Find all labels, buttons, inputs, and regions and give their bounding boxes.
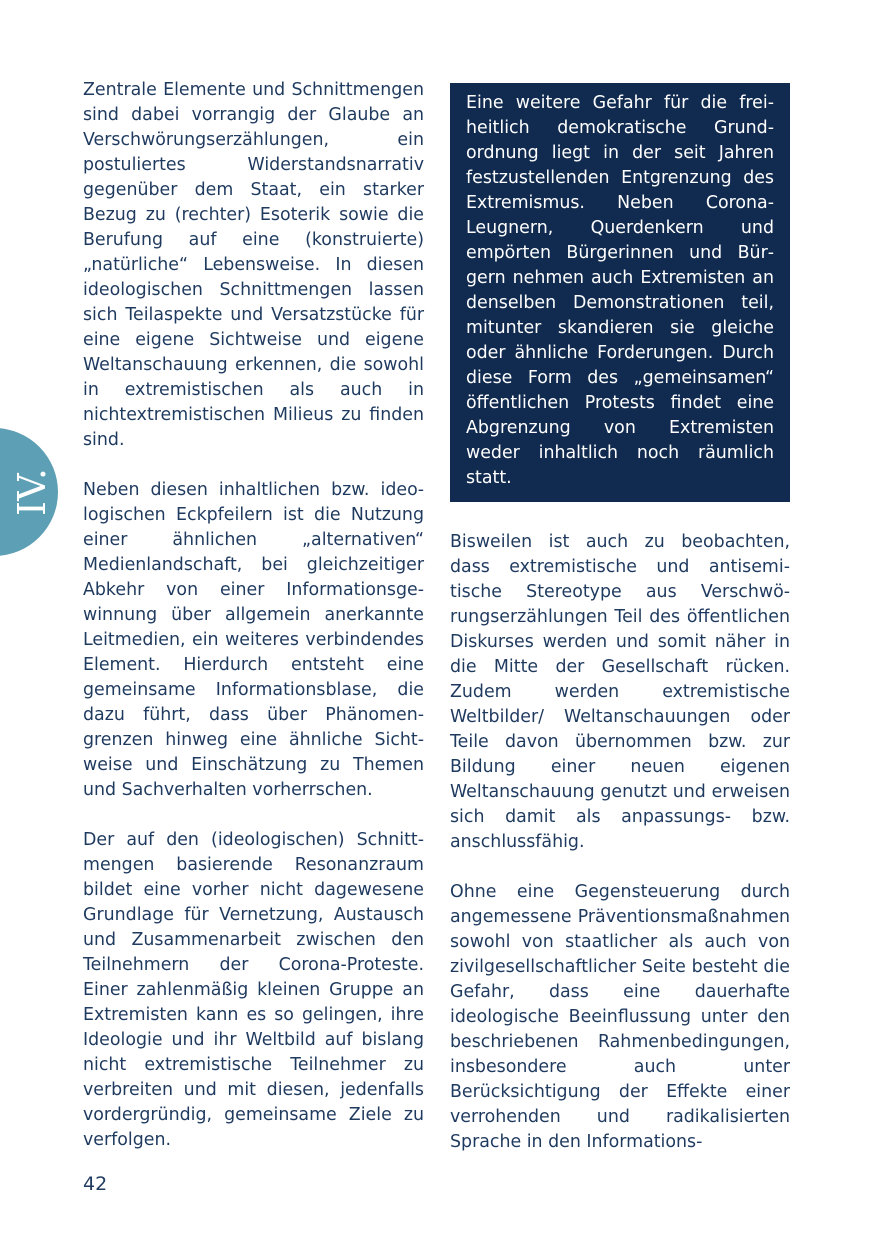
paragraph: Zentrale Elemente und Schnittmengen sind dabei vorrangig der Glaube an Verschwörungserzählungen, ein postuliertes Widerstandsnarrativ gegenüber dem Staat, ein starker Bezug zu (rechter) Esoterik sowie die Berufung auf eine (konstruierte) „natürliche“ Lebensweise. In diesen ideologischen Schnittmengen lassen sich Teilaspekte und Versatzstücke für eine eigene Sichtweise und eigene Weltanschauung erkennen, die sowohl in extremistischen als auch in nichtextremistischen Milieus zu finden sind. <box>83 80 424 450</box>
paragraph: Bisweilen ist auch zu beobachten, dass extremistische und antisemitische Stereotype aus Verschwörungserzählungen Teil des öffentlichen Diskurses werden und somit näher in die Mitte der Gesellschaft rücken. Zudem werden extremistische Weltbilder/ Weltanschauungen oder Teile davon übernommen bzw. zur Bildung einer neuen eigenen Weltanschauung genutzt und erweisen sich damit als anpassungs- bzw. anschlussfähig. <box>450 532 790 852</box>
right-column <box>450 530 790 1180</box>
section-tab-label: IV. <box>10 468 54 516</box>
paragraph: Neben diesen inhaltlichen bzw. ideologischen Eckpfeilern ist die Nutzung einer ähnlichen „alternativen“ Medienlandschaft, bei gleichzeitiger Abkehr von einer Informationsgewinnung über allgemein anerkannte Leitmedien, ein weiteres verbindendes Element. Hierdurch entsteht eine gemeinsame Informationsblase, die dazu führt, dass über Phänomengrenzen hinweg eine ähnliche Sichtweise und Einschätzung zu Themen und Sachverhalten vorherrschen. <box>83 480 424 800</box>
highlight-box <box>450 83 790 502</box>
highlight-box-text: Eine weitere Gefahr für die freiheitlich demokratische Grundordnung liegt in der seit Jahren festzustellenden Entgrenzung des Extremismus. Neben Corona-Leugnern, Querdenkern und empörten Bürgerinnen und Bürgern nehmen auch Extremisten an denselben Demonstrationen teil, mitunter skandieren sie gleiche oder ähnliche Forderungen. Durch diese Form des „gemeinsamen“ öffentlichen Protests findet eine Abgrenzung von Extremisten weder inhaltlich noch räumlich statt. <box>466 93 774 488</box>
paragraph: Ohne eine Gegensteuerung durch angemessene Präventionsmaßnahmen sowohl von staatlicher als auch von zivilgesellschaftlicher Seite besteht die Gefahr, dass eine dauerhafte ideologische Beeinflussung unter den beschriebenen Rahmenbedingungen, insbesondere auch unter Berücksichtigung der Effekte einer verrohenden und radikalisierten Sprache in den Informations- <box>450 882 790 1152</box>
page-number: 42 <box>83 1173 108 1195</box>
left-column <box>83 78 424 1178</box>
paragraph: Der auf den (ideologischen) Schnittmengen basierende Resonanzraum bildet eine vorher nicht dagewesene Grundlage für Vernetzung, Austausch und Zusammenarbeit zwischen den Teilnehmern der Corona-Proteste. Einer zahlenmäßig kleinen Gruppe an Extremisten kann es so gelingen, ihre Ideologie und ihr Weltbild auf bislang nicht extremistische Teilnehmer zu verbreiten und mit diesen, jedenfalls vordergründig, gemeinsame Ziele zu verfolgen. <box>83 830 424 1150</box>
